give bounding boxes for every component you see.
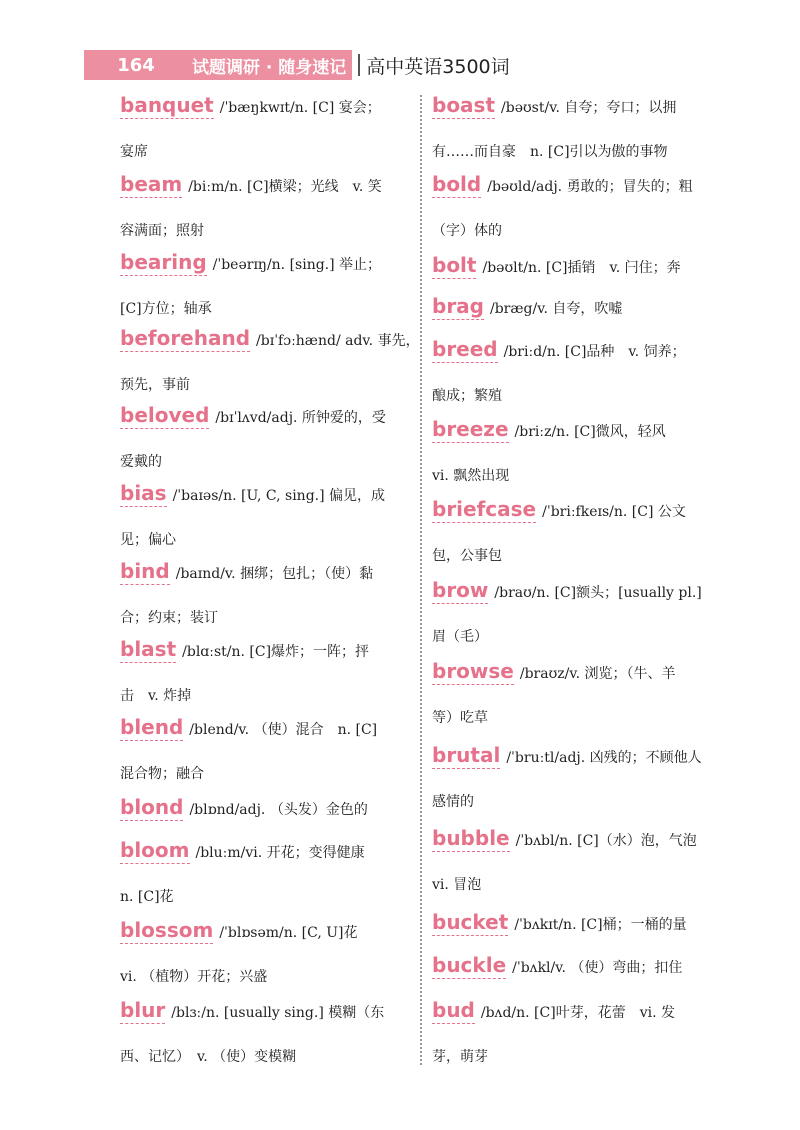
dictionary-entry bbox=[432, 417, 732, 485]
entry-headline bbox=[120, 795, 410, 835]
entry-headline bbox=[432, 294, 732, 334]
definition-text: /blend/v. （使）混合 n. [C] bbox=[189, 722, 378, 738]
entry-headline bbox=[120, 172, 410, 212]
dictionary-entry bbox=[432, 910, 732, 950]
dictionary-entry bbox=[120, 250, 410, 318]
definition-continuation: 感情的 bbox=[432, 794, 474, 810]
headword: beloved bbox=[120, 403, 210, 427]
headword: bucket bbox=[432, 910, 509, 934]
definition-text: /blɜː/n. [usually sing.] 模糊（东 bbox=[171, 1005, 385, 1021]
dictionary-entry bbox=[432, 93, 732, 161]
definition-continuation: vi. 飘然出现 bbox=[432, 468, 510, 484]
definition-text: /ˈbʌkɪt/n. [C]桶；一桶的量 bbox=[514, 917, 687, 933]
entry-headline bbox=[120, 559, 410, 599]
definition-continuation: 西、记忆） v. （使）变模糊 bbox=[120, 1049, 297, 1065]
entry-headline bbox=[120, 998, 410, 1038]
definition-continuation: 预先，事前 bbox=[120, 377, 190, 393]
definition-text: /ˈbeərɪŋ/n. [sing.] 举止； bbox=[212, 257, 382, 273]
definition-text: /briːz/n. [C]微风，轻风 bbox=[514, 424, 666, 440]
series-title: 试题调研 · 随身速记 bbox=[188, 50, 352, 80]
headword: breeze bbox=[432, 417, 509, 441]
entry-headline bbox=[120, 403, 410, 443]
headword: browse bbox=[432, 659, 514, 683]
dictionary-entry bbox=[120, 637, 410, 705]
dictionary-entry bbox=[120, 326, 420, 394]
headword: beforehand bbox=[120, 326, 251, 350]
definition-continuation: 击 v. 炸掉 bbox=[120, 688, 192, 704]
headword: boast bbox=[432, 93, 496, 117]
definition-continuation: 合；约束；装订 bbox=[120, 610, 218, 626]
dictionary-entry bbox=[120, 918, 410, 986]
definition-text: /blɒnd/adj. （头发）金色的 bbox=[189, 802, 368, 818]
definition-continuation: 酿成；繁殖 bbox=[432, 388, 502, 404]
dictionary-entry bbox=[432, 953, 732, 993]
entry-headline bbox=[432, 743, 732, 783]
headword: briefcase bbox=[432, 497, 537, 521]
dictionary-entry bbox=[432, 337, 732, 405]
header-separator bbox=[358, 54, 360, 76]
page-header bbox=[84, 50, 704, 80]
dictionary-entry bbox=[120, 998, 410, 1066]
definition-continuation: 眉（毛） bbox=[432, 629, 488, 645]
headword: breed bbox=[432, 337, 498, 361]
entry-headline bbox=[120, 637, 410, 677]
definition-continuation: 有……而自豪 n. [C]引以为傲的事物 bbox=[432, 144, 668, 160]
headword: beam bbox=[120, 172, 183, 196]
entry-headline bbox=[432, 578, 732, 618]
definition-text: /bɪˈlʌvd/adj. 所钟爱的，受 bbox=[215, 410, 386, 426]
headword: bias bbox=[120, 481, 167, 505]
definition-continuation: 爱戴的 bbox=[120, 454, 162, 470]
definition-continuation: 等）吃草 bbox=[432, 710, 488, 726]
definition-continuation: [C]方位；轴承 bbox=[120, 301, 212, 317]
headword: blur bbox=[120, 998, 166, 1022]
definition-continuation: n. [C]花 bbox=[120, 889, 174, 905]
dictionary-entry bbox=[432, 659, 732, 727]
dictionary-entry bbox=[120, 559, 410, 627]
dictionary-entry bbox=[432, 743, 732, 811]
headword: brow bbox=[432, 578, 489, 602]
dictionary-entry bbox=[432, 253, 732, 293]
entry-headline bbox=[432, 337, 732, 377]
definition-text: /bræg/v. 自夸，吹嘘 bbox=[490, 301, 623, 317]
entry-headline bbox=[432, 172, 732, 212]
definition-text: /ˈblɒsəm/n. [C, U]花 bbox=[219, 925, 358, 941]
entry-headline bbox=[120, 481, 410, 521]
headword: banquet bbox=[120, 93, 214, 117]
headword: blossom bbox=[120, 918, 214, 942]
dictionary-entry bbox=[432, 294, 732, 334]
definition-text: /bʌd/n. [C]叶芽，花蕾 vi. 发 bbox=[480, 1005, 675, 1021]
dictionary-entry bbox=[120, 838, 410, 906]
headword: bind bbox=[120, 559, 170, 583]
headword: brag bbox=[432, 294, 484, 318]
dictionary-entry bbox=[432, 578, 732, 646]
definition-continuation: 包，公事包 bbox=[432, 548, 502, 564]
definition-text: /ˈbruːtl/adj. 凶残的；不顾他人 bbox=[506, 750, 702, 766]
headword: buckle bbox=[432, 953, 507, 977]
headword: bold bbox=[432, 172, 482, 196]
headword: bolt bbox=[432, 253, 477, 277]
definition-text: /baɪnd/v. 捆绑；包扎；（使）黏 bbox=[175, 566, 374, 582]
book-title: 高中英语3500词 bbox=[366, 55, 510, 78]
definition-continuation: 容满面；照射 bbox=[120, 223, 204, 239]
dictionary-entry bbox=[432, 172, 732, 240]
definition-text: /bəʊst/v. 自夸；夸口；以拥 bbox=[501, 100, 677, 116]
dictionary-entry bbox=[432, 826, 732, 894]
entry-headline bbox=[432, 253, 732, 293]
dictionary-entry bbox=[120, 795, 410, 835]
headword: bearing bbox=[120, 250, 207, 274]
definition-text: /ˈbʌkl/v. （使）弯曲；扣住 bbox=[512, 960, 683, 976]
definition-continuation: vi. 冒泡 bbox=[432, 877, 482, 893]
dictionary-entry bbox=[120, 93, 410, 161]
definition-continuation: 混合物；融合 bbox=[120, 766, 204, 782]
definition-text: /biːm/n. [C]横梁；光线 v. 笑 bbox=[188, 179, 382, 195]
entry-headline bbox=[120, 918, 410, 958]
entry-headline bbox=[432, 953, 732, 993]
entry-headline bbox=[432, 998, 732, 1038]
definition-text: /ˈbʌbl/n. [C]（水）泡，气泡 bbox=[515, 833, 697, 849]
headword: bubble bbox=[432, 826, 510, 850]
entry-headline bbox=[120, 715, 410, 755]
definition-continuation: 宴席 bbox=[120, 144, 148, 160]
headword: bud bbox=[432, 998, 475, 1022]
column-divider bbox=[420, 95, 422, 1065]
definition-text: /bluːm/vi. 开花；变得健康 bbox=[195, 845, 365, 861]
entry-headline bbox=[432, 910, 732, 950]
dictionary-entry bbox=[432, 497, 732, 565]
definition-continuation: 见；偏心 bbox=[120, 532, 176, 548]
definition-text: /briːd/n. [C]品种 v. 饲养； bbox=[503, 344, 686, 360]
page-number: 164 bbox=[84, 50, 188, 80]
definition-continuation: vi. （植物）开花；兴盛 bbox=[120, 969, 268, 985]
entry-headline bbox=[432, 659, 732, 699]
entry-headline bbox=[432, 93, 732, 133]
definition-text: /blɑːst/n. [C]爆炸；一阵；抨 bbox=[182, 644, 370, 660]
dictionary-entry bbox=[120, 715, 410, 783]
headword: blast bbox=[120, 637, 177, 661]
definition-continuation: （字）体的 bbox=[432, 223, 502, 239]
definition-text: /ˈbaɪəs/n. [U, C, sing.] 偏见，成 bbox=[172, 488, 386, 504]
entry-headline bbox=[120, 250, 410, 290]
headword: brutal bbox=[432, 743, 501, 767]
entry-headline bbox=[120, 838, 410, 878]
dictionary-entry bbox=[120, 481, 410, 549]
entry-headline bbox=[432, 826, 732, 866]
headword: blond bbox=[120, 795, 184, 819]
dictionary-entry bbox=[120, 403, 410, 471]
dictionary-entry bbox=[432, 998, 732, 1066]
dictionary-entry bbox=[120, 172, 410, 240]
entry-headline bbox=[432, 417, 732, 457]
definition-continuation: 芽，萌芽 bbox=[432, 1049, 488, 1065]
definition-text: /braʊz/v. 浏览；（牛、羊 bbox=[519, 666, 676, 682]
entry-headline bbox=[120, 93, 410, 133]
entry-headline bbox=[432, 497, 732, 537]
entry-headline bbox=[120, 326, 420, 366]
definition-text: /bɪˈfɔːhænd/ adv. 事先， bbox=[256, 333, 420, 349]
definition-text: /braʊ/n. [C]额头；[usually pl.] bbox=[494, 585, 702, 601]
headword: bloom bbox=[120, 838, 190, 862]
definition-text: /bəʊlt/n. [C]插销 v. 闩住；奔 bbox=[482, 260, 681, 276]
definition-text: /ˈbriːfkeɪs/n. [C] 公文 bbox=[542, 504, 686, 520]
headword: blend bbox=[120, 715, 184, 739]
definition-text: /ˈbæŋkwɪt/n. [C] 宴会； bbox=[219, 100, 381, 116]
definition-text: /bəʊld/adj. 勇敢的；冒失的；粗 bbox=[487, 179, 693, 195]
